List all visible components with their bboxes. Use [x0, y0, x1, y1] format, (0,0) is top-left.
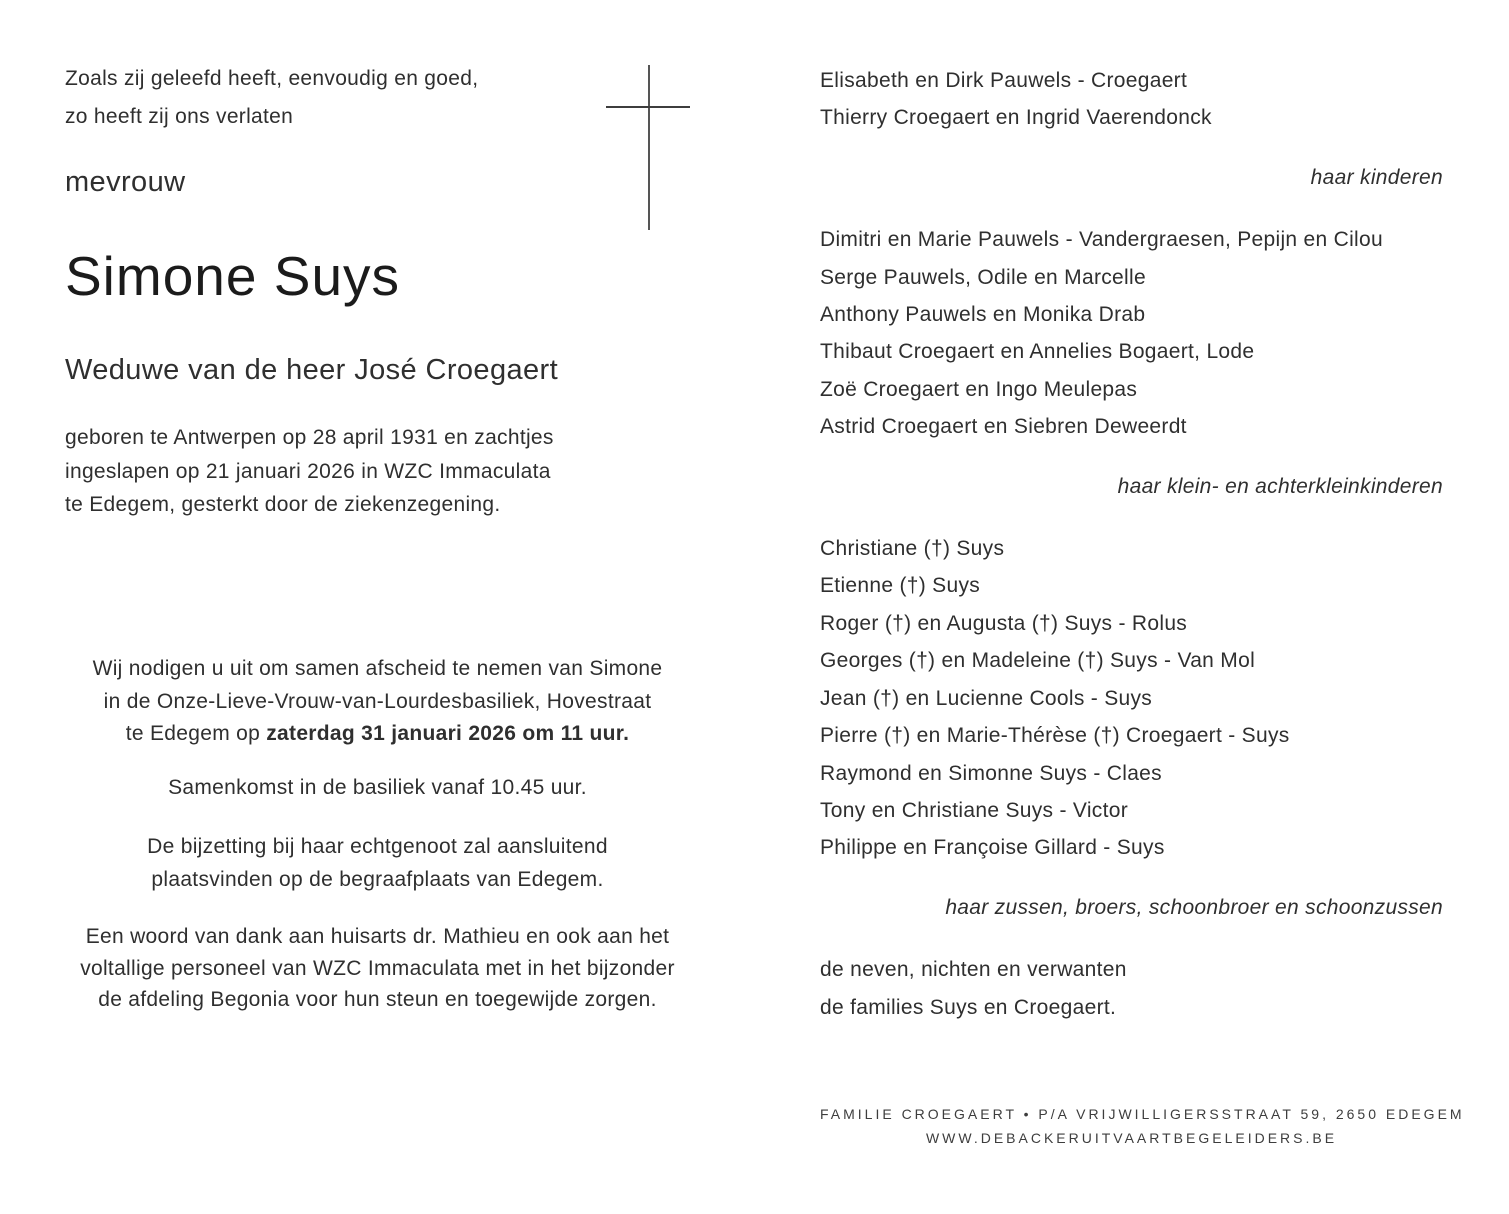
family-name-line: Thibaut Croegaert en Annelies Bogaert, Lode [820, 340, 1255, 364]
left-column [65, 0, 690, 1214]
family-name-line: Raymond en Simonne Suys - Claes [820, 761, 1162, 785]
family-name-line: Philippe en Françoise Gillard - Suys [820, 836, 1165, 860]
family-name-line: Astrid Croegaert en Siebren Deweerdt [820, 415, 1187, 439]
interment-line: plaatsvinden op de begraafplaats van Edegem. [151, 867, 604, 891]
funeral-invitation-paragraph [65, 653, 690, 751]
invitation-date-bold: zaterdag 31 januari 2026 om 11 uur. [266, 722, 630, 745]
widow-subtitle: Weduwe van de heer José Croegaert [65, 354, 559, 386]
siblings-section-label: haar zussen, broers, schoonbroer en schoonzussen [945, 895, 1443, 919]
closing-line: de families Suys en Croegaert. [820, 995, 1117, 1019]
children-section-label: haar kinderen [1310, 165, 1443, 189]
invitation-line: in de Onze-Lieve-Vrouw-van-Lourdesbasiliek, Hovestraat [103, 689, 652, 713]
salutation: mevrouw [65, 166, 186, 198]
thanks-line: de afdeling Begonia voor hun steun en toegewijde zorgen. [98, 988, 657, 1011]
life-dates-line: ingeslapen op 21 januari 2026 in WZC Immaculata [65, 459, 551, 483]
opening-verse-line: Zoals zij geleefd heeft, eenvoudig en goed, [65, 67, 479, 90]
family-name-line: Dimitri en Marie Pauwels - Vandergraesen, Pepijn en Cilou [820, 228, 1383, 252]
family-name-line: Zoë Croegaert en Ingo Meulepas [820, 377, 1138, 401]
family-name-line: Anthony Pauwels en Monika Drab [820, 303, 1146, 327]
invitation-line [65, 718, 690, 751]
closing-line: de neven, nichten en verwanten [820, 958, 1127, 982]
invitation-line: Wij nodigen u uit om samen afscheid te nemen van Simone [92, 657, 663, 680]
family-name-line: Serge Pauwels, Odile en Marcelle [820, 265, 1146, 289]
life-dates-line: geboren te Antwerpen op 28 april 1931 en zachtjes [65, 426, 554, 449]
deceased-name: Simone Suys [65, 245, 401, 307]
life-dates-paragraph [65, 421, 690, 522]
family-name-line: Georges (†) en Madeleine (†) Suys - Van Mol [820, 649, 1256, 673]
family-name-line: Christiane (†) Suys [820, 537, 1005, 561]
footer-website-line: WWW.DEBACKERUITVAARTBEGELEIDERS.BE [925, 1130, 1338, 1146]
family-name-line: Elisabeth en Dirk Pauwels - Croegaert [820, 69, 1188, 92]
opening-verse-line: zo heeft zij ons verlaten [65, 105, 294, 128]
invitation-date-prefix: te Edegem op [125, 722, 267, 745]
interment-paragraph [65, 831, 690, 896]
family-name-line: Jean (†) en Lucienne Cools - Suys [820, 686, 1153, 710]
gathering-line: Samenkomst in de basiliek vanaf 10.45 uur. [168, 776, 587, 799]
footer-address [820, 1102, 1465, 1150]
footer-family-address-line: FAMILIE CROEGAERT • P/A VRIJWILLIGERSSTRAAT 59, 2650 EDEGEM [820, 1106, 1465, 1122]
thanks-line: voltallige personeel van WZC Immaculata met in het bijzonder [80, 956, 675, 980]
life-dates-line: te Edegem, gesterkt door de ziekenzegening. [65, 493, 501, 516]
grandchildren-section-label: haar klein- en achterkleinkinderen [1117, 474, 1443, 498]
thanks-paragraph [65, 921, 690, 1016]
family-name-line: Tony en Christiane Suys - Victor [820, 798, 1129, 822]
family-name-line: Etienne (†) Suys [820, 574, 981, 598]
opening-verse [65, 60, 690, 136]
family-name-line: Thierry Croegaert en Ingrid Vaerendonck [820, 106, 1212, 130]
family-name-line: Pierre (†) en Marie-Thérèse (†) Croegaert - Suys [820, 724, 1290, 748]
interment-line: De bijzetting bij haar echtgenoot zal aansluitend [147, 835, 608, 858]
family-name-line: Roger (†) en Augusta (†) Suys - Rolus [820, 611, 1188, 635]
family-list-column [820, 0, 1443, 1026]
thanks-line: Een woord van dank aan huisarts dr. Mathieu en ook aan het [85, 925, 670, 948]
